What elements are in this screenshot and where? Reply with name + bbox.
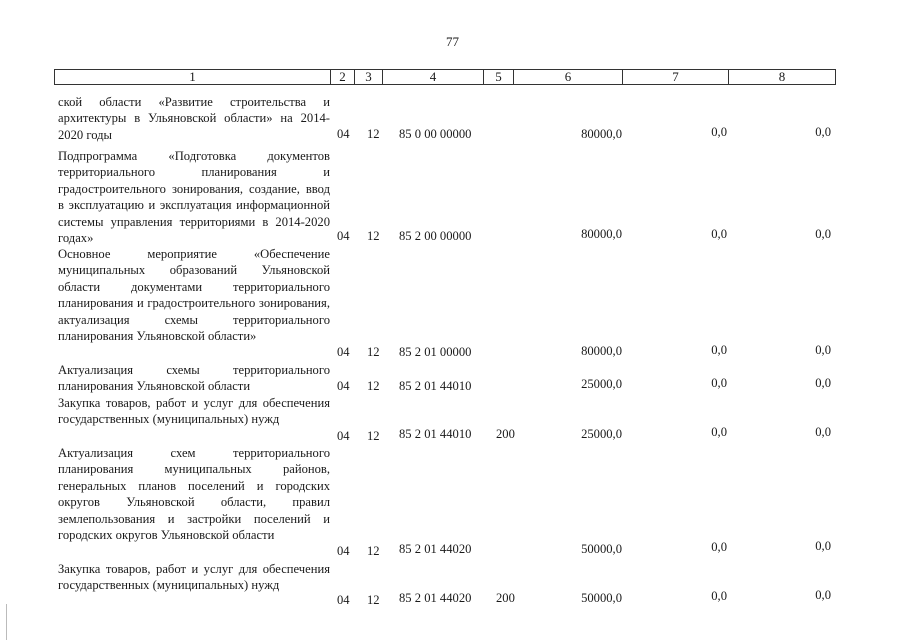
row-amount-2: 0,0 <box>711 125 727 139</box>
row-amount-1: 25000,0 <box>581 377 622 391</box>
row-expense-type: 200 <box>496 591 515 605</box>
row-name: Актуализация схем территориального планирования муниципальных районов, генеральных планов поселений и городских округов Ульяновской области, правил землепользования и застройки поселений и городских округов Ульяновской области <box>58 446 330 543</box>
row-amount-3: 0,0 <box>815 376 831 390</box>
row-name: ской области «Развитие строительства и архитектуры в Ульяновской области» на 2014-2020 годы <box>58 95 330 142</box>
row-amount-2: 0,0 <box>711 589 727 603</box>
row-amount-2: 0,0 <box>711 227 727 241</box>
row-subsection: 12 <box>367 345 380 359</box>
table-header-row <box>54 69 836 85</box>
row-subsection: 12 <box>367 379 380 393</box>
row-target-code: 85 2 01 44020 <box>399 542 472 556</box>
row-target-code: 85 2 01 00000 <box>399 345 472 359</box>
row-amount-3: 0,0 <box>815 588 831 602</box>
header-col-4: 4 <box>383 70 484 84</box>
row-subsection: 12 <box>367 229 380 243</box>
row-subsection: 12 <box>367 429 380 443</box>
row-section: 04 <box>337 229 350 243</box>
row-subsection: 12 <box>367 544 380 558</box>
row-amount-2: 0,0 <box>711 540 727 554</box>
row-section: 04 <box>337 379 350 393</box>
row-section: 04 <box>337 345 350 359</box>
row-amount-1: 80000,0 <box>581 344 622 358</box>
row-target-code: 85 2 01 44010 <box>399 379 472 393</box>
row-amount-2: 0,0 <box>711 343 727 357</box>
row-subsection: 12 <box>367 593 380 607</box>
scan-edge-mark <box>6 604 7 640</box>
row-amount-1: 50000,0 <box>581 591 622 605</box>
row-name: Закупка товаров, работ и услуг для обеспечения государственных (муниципальных) нужд <box>58 562 330 593</box>
row-name: Основное мероприятие «Обеспечение муниципальных образований Ульяновской области документами территориального планирования и градостроительного зонирования, актуализация схемы территориального планирования Ульяновской области» <box>58 247 330 344</box>
row-amount-3: 0,0 <box>815 539 831 553</box>
row-name: Актуализация схемы территориального планирования Ульяновской области <box>58 363 330 394</box>
header-col-5: 5 <box>484 70 514 84</box>
row-target-code: 85 2 00 00000 <box>399 229 472 243</box>
page-number: 77 <box>446 34 459 49</box>
row-subsection: 12 <box>367 127 380 141</box>
row-amount-3: 0,0 <box>815 343 831 357</box>
header-col-6: 6 <box>514 70 623 84</box>
row-target-code: 85 2 01 44020 <box>399 591 472 605</box>
header-col-7: 7 <box>623 70 729 84</box>
row-target-code: 85 2 01 44010 <box>399 427 472 441</box>
row-amount-1: 80000,0 <box>581 227 622 241</box>
header-col-8: 8 <box>778 69 786 84</box>
header-col-3: 3 <box>355 70 383 84</box>
header-col-1: 1 <box>55 70 331 84</box>
row-expense-type: 200 <box>496 427 515 441</box>
row-target-code: 85 0 00 00000 <box>399 127 472 141</box>
row-section: 04 <box>337 429 350 443</box>
row-amount-2: 0,0 <box>711 376 727 390</box>
row-amount-3: 0,0 <box>815 425 831 439</box>
row-amount-1: 25000,0 <box>581 427 622 441</box>
row-section: 04 <box>337 593 350 607</box>
row-amount-1: 80000,0 <box>581 127 622 141</box>
row-section: 04 <box>337 544 350 558</box>
row-amount-3: 0,0 <box>815 227 831 241</box>
row-section: 04 <box>337 127 350 141</box>
row-amount-1: 50000,0 <box>581 542 622 556</box>
row-name: Подпрограмма «Подготовка документов территориального планирования и градостроительного зонирования, создание, ввод в эксплуатацию и эксплуатация информационной системы управления территориями в 2014-2020 годах» <box>58 149 330 246</box>
row-amount-3: 0,0 <box>815 125 831 139</box>
row-amount-2: 0,0 <box>711 425 727 439</box>
header-col-2: 2 <box>331 70 355 84</box>
row-name: Закупка товаров, работ и услуг для обеспечения государственных (муниципальных) нужд <box>58 396 330 427</box>
